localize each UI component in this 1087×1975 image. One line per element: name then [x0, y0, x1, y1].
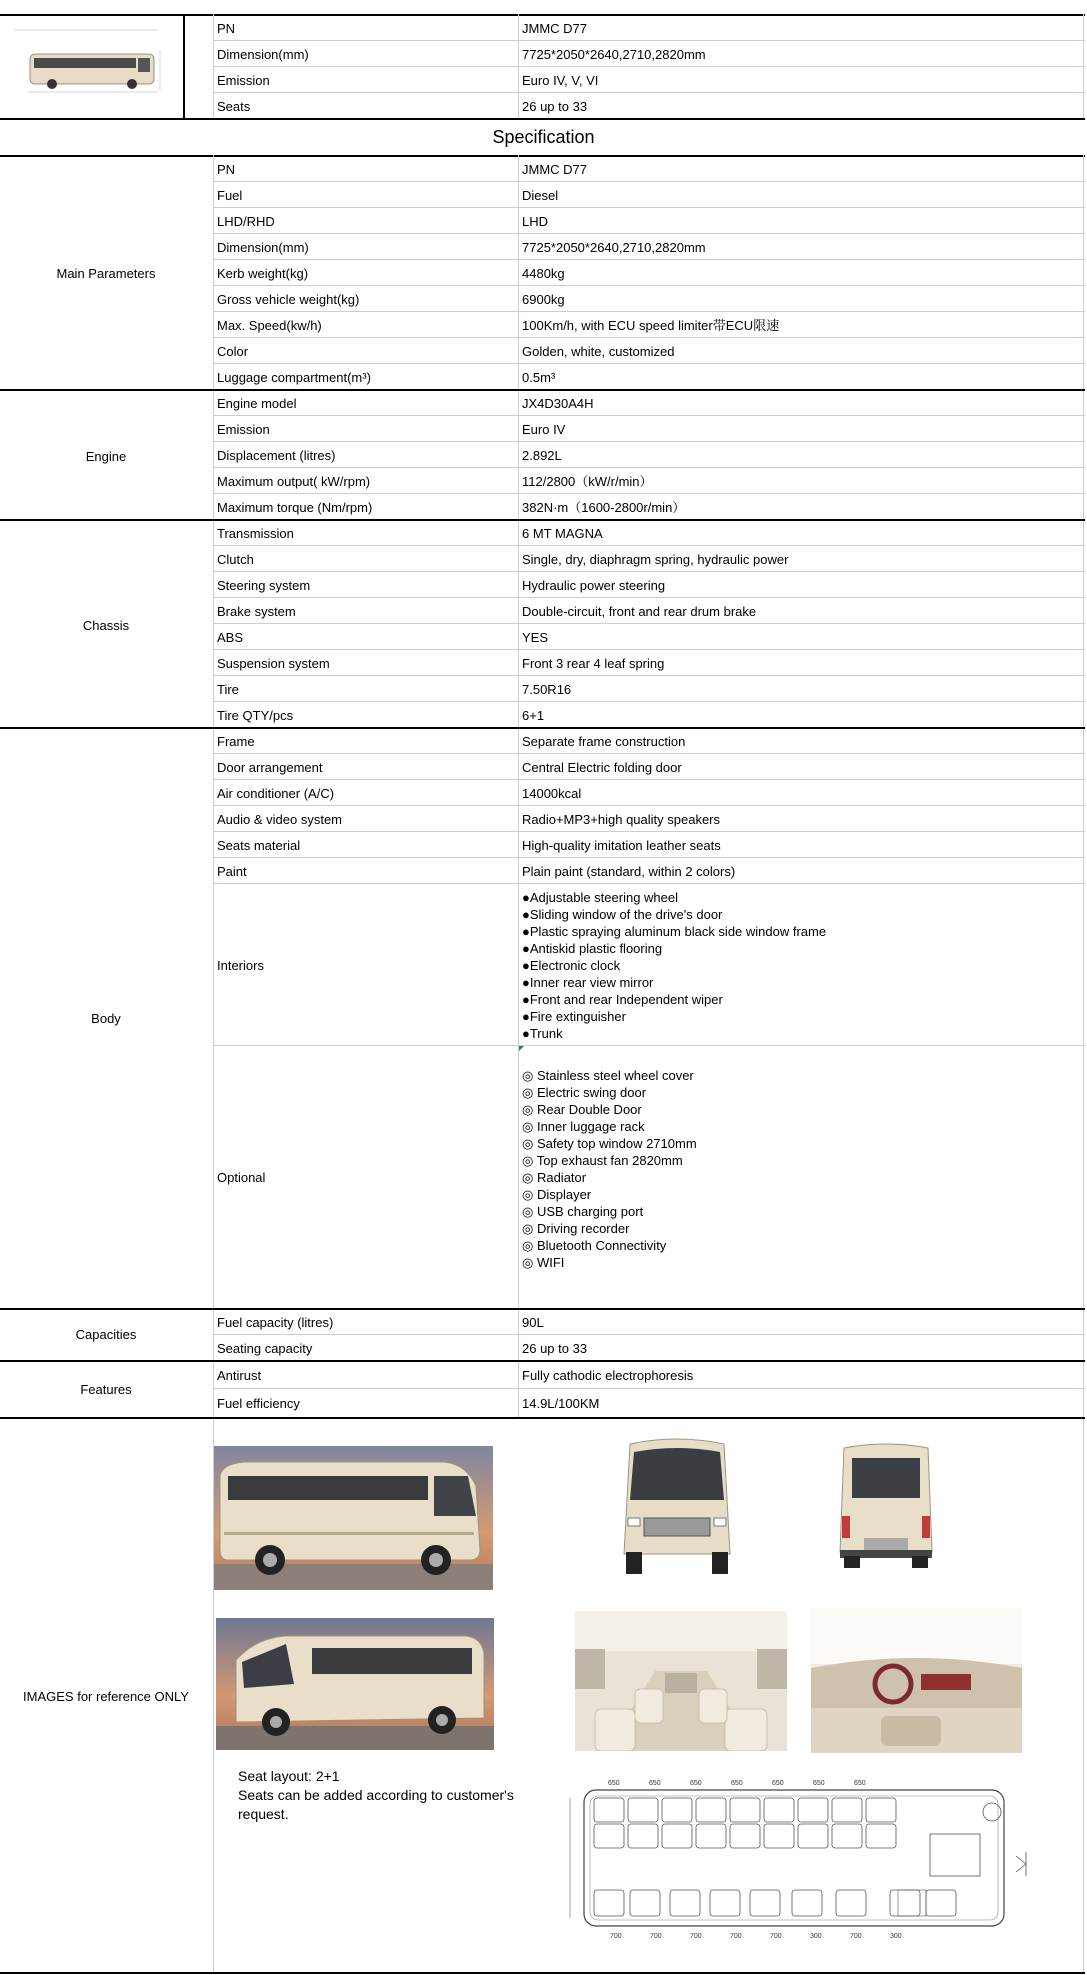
- seat-dimension-label: 700: [690, 1933, 702, 1940]
- bus-cockpit-photo: [811, 1608, 1022, 1753]
- optional-item: ◎ Radiator: [522, 1170, 587, 1185]
- seat: [662, 1798, 692, 1822]
- seat-dimension-label: 700: [650, 1933, 662, 1940]
- group-engine: Engine: [85, 449, 127, 464]
- row-divider: [214, 337, 1085, 338]
- interiors-item: ●Antiskid plastic flooring: [522, 941, 663, 956]
- row-divider: [214, 805, 1085, 806]
- header-row-label: Emission: [217, 73, 270, 88]
- body-row-value: Plain paint (standard, within 2 colors): [522, 864, 736, 879]
- bus-front-photo: [616, 1434, 738, 1578]
- engine-row-value: Euro IV: [522, 422, 566, 437]
- capacity-row-label: Fuel capacity (litres): [217, 1315, 334, 1330]
- header-bottom-border: [0, 118, 1085, 120]
- spec-top-border: [0, 155, 1085, 157]
- chassis-row-value: 6+1: [522, 708, 545, 723]
- seat: [798, 1824, 828, 1848]
- interiors-item: ●Trunk: [522, 1026, 563, 1041]
- interiors-label: Interiors: [217, 958, 264, 973]
- row-divider: [0, 727, 1085, 729]
- interiors-item: ●Electronic clock: [522, 958, 621, 973]
- interiors-item: ●Inner rear view mirror: [522, 975, 654, 990]
- body-row-value: Separate frame construction: [522, 734, 686, 749]
- optional-item: ◎ Electric swing door: [522, 1085, 647, 1100]
- row-divider: [214, 857, 1085, 858]
- optional-item: ◎ Displayer: [522, 1187, 592, 1202]
- header-row-label: Dimension(mm): [217, 47, 309, 62]
- row-divider: [0, 1360, 1085, 1362]
- body-row-label: Paint: [217, 864, 247, 879]
- optional-item: ◎ Safety top window 2710mm: [522, 1136, 697, 1151]
- optional-item: ◎ WIFI: [522, 1255, 565, 1270]
- seat-layout-note: [238, 1767, 538, 1824]
- seat: [764, 1824, 794, 1848]
- interiors-item: ●Fire extinguisher: [522, 1009, 626, 1024]
- seat: [710, 1890, 740, 1916]
- header-row-value: JMMC D77: [522, 21, 588, 36]
- seat-dimension-label: 650: [731, 1780, 743, 1787]
- capacity-row-value: 26 up to 33: [522, 1341, 588, 1356]
- seat: [832, 1824, 862, 1848]
- main-row-value: 6900kg: [522, 292, 565, 307]
- row-divider: [0, 1308, 1085, 1310]
- body-row-label: Frame: [217, 734, 255, 749]
- chassis-row-value: 6 MT MAGNA: [522, 526, 603, 541]
- optional-item: ◎ Rear Double Door: [522, 1102, 642, 1117]
- feature-row-label: Fuel efficiency: [217, 1396, 300, 1411]
- row-divider: [214, 441, 1085, 442]
- row-divider: [214, 415, 1085, 416]
- seat: [628, 1798, 658, 1822]
- seat: [696, 1824, 726, 1848]
- chassis-row-value: Front 3 rear 4 leaf spring: [522, 656, 665, 671]
- sheet-bottom-border: [0, 1972, 1085, 1974]
- row-divider: [0, 1417, 1085, 1419]
- row-divider: [214, 40, 1085, 41]
- row-divider: [214, 1334, 1085, 1335]
- body-row-label: Door arrangement: [217, 760, 323, 775]
- row-divider: [214, 207, 1085, 208]
- row-divider: [214, 259, 1085, 260]
- main-row-value: LHD: [522, 214, 549, 229]
- bus-interior-seats-photo: [575, 1611, 787, 1751]
- engine-row-label: Displacement (litres): [217, 448, 336, 463]
- row-divider: [214, 493, 1085, 494]
- body-row-value: Radio+MP3+high quality speakers: [522, 812, 721, 827]
- seat-dimension-label: 300: [810, 1933, 822, 1940]
- seat: [866, 1824, 896, 1848]
- header-row-value: 7725*2050*2640,2710,2820mm: [522, 47, 706, 62]
- body-row-value: 14000kcal: [522, 786, 582, 801]
- seat-dimension-label: 650: [813, 1780, 825, 1787]
- body-row-label: Air conditioner (A/C): [217, 786, 335, 801]
- interiors-item: ●Sliding window of the drive's door: [522, 907, 723, 922]
- seat: [730, 1798, 760, 1822]
- seat-dimension-label: 650: [649, 1780, 661, 1787]
- row-divider: [214, 675, 1085, 676]
- seat-dimension-label: 650: [690, 1780, 702, 1787]
- row-divider: [214, 649, 1085, 650]
- seat: [926, 1890, 956, 1916]
- seat-dimension-label: 650: [608, 1780, 620, 1787]
- main-row-label: Max. Speed(kw/h): [217, 318, 322, 333]
- optional-item: ◎ Driving recorder: [522, 1221, 630, 1236]
- optional-item: ◎ Stainless steel wheel cover: [522, 1068, 694, 1083]
- specification-title: Specification: [492, 127, 595, 147]
- chassis-row-label: Clutch: [217, 552, 254, 567]
- row-divider: [214, 1388, 1085, 1389]
- main-row-value: 100Km/h, with ECU speed limiter带ECU限速: [522, 318, 780, 333]
- row-divider: [214, 311, 1085, 312]
- group-images: IMAGES for reference ONLY: [23, 1689, 189, 1704]
- header-row-label: PN: [217, 21, 236, 36]
- chassis-row-label: Transmission: [217, 526, 294, 541]
- row-divider: [214, 623, 1085, 624]
- seat: [662, 1824, 692, 1848]
- cell-comment-marker: [519, 1046, 524, 1051]
- feature-row-value: Fully cathodic electrophoresis: [522, 1368, 694, 1383]
- body-row-value: Central Electric folding door: [522, 760, 682, 775]
- main-row-value: 7725*2050*2640,2710,2820mm: [522, 240, 706, 255]
- interiors-list: [522, 889, 826, 1042]
- row-divider: [214, 597, 1085, 598]
- seat: [792, 1890, 822, 1916]
- group-capacities: Capacities: [75, 1327, 137, 1342]
- engine-row-label: Emission: [217, 422, 270, 437]
- main-row-label: Gross vehicle weight(kg): [217, 292, 360, 307]
- row-divider: [214, 285, 1085, 286]
- row-divider: [214, 753, 1085, 754]
- chassis-row-value: YES: [522, 630, 549, 645]
- seat: [832, 1798, 862, 1822]
- seat-dimension-label: 650: [854, 1780, 866, 1787]
- capacity-row-value: 90L: [522, 1315, 544, 1330]
- optional-label: Optional: [217, 1170, 266, 1185]
- row-divider: [214, 363, 1085, 364]
- chassis-row-label: ABS: [217, 630, 244, 645]
- engine-row-value: JX4D30A4H: [522, 396, 594, 411]
- row-divider: [214, 66, 1085, 67]
- body-row-value: High-quality imitation leather seats: [522, 838, 721, 853]
- main-row-value: 0.5m³: [522, 370, 556, 385]
- row-divider: [214, 233, 1085, 234]
- seat: [594, 1798, 624, 1822]
- seat: [630, 1890, 660, 1916]
- chassis-row-value: Hydraulic power steering: [522, 578, 666, 593]
- seat: [866, 1798, 896, 1822]
- seat-dimension-label: 300: [890, 1933, 902, 1940]
- chassis-row-label: Steering system: [217, 578, 311, 593]
- main-row-label: Dimension(mm): [217, 240, 309, 255]
- chassis-row-label: Suspension system: [217, 656, 330, 671]
- chassis-row-value: 7.50R16: [522, 682, 572, 697]
- capacity-row-label: Seating capacity: [217, 1341, 313, 1356]
- row-divider: [0, 519, 1085, 521]
- main-row-label: Fuel: [217, 188, 243, 203]
- optional-item: ◎ Top exhaust fan 2820mm: [522, 1153, 683, 1168]
- seat-layout-plan: [560, 1772, 1038, 1940]
- seat-layout-title: Seat layout: 2+1: [238, 1768, 340, 1784]
- row-divider: [214, 831, 1085, 832]
- row-divider: [214, 181, 1085, 182]
- row-divider: [0, 389, 1085, 391]
- row-divider: [214, 467, 1085, 468]
- seat: [764, 1798, 794, 1822]
- group-features: Features: [80, 1382, 132, 1397]
- body-row-label: Seats material: [217, 838, 301, 853]
- seat: [628, 1824, 658, 1848]
- bus-rear-photo: [834, 1440, 938, 1570]
- interiors-item: ●Adjustable steering wheel: [522, 890, 678, 905]
- header-image-divider: [183, 14, 185, 118]
- interiors-item: ●Front and rear Independent wiper: [522, 992, 723, 1007]
- engine-row-label: Maximum output( kW/rpm): [217, 474, 371, 489]
- optional-item: ◎ Inner luggage rack: [522, 1119, 645, 1134]
- header-row-label: Seats: [217, 99, 251, 114]
- main-row-value: JMMC D77: [522, 162, 588, 177]
- engine-row-label: Engine model: [217, 396, 297, 411]
- seat: [750, 1890, 780, 1916]
- right-border: [1083, 155, 1084, 1972]
- engine-row-value: 2.892L: [522, 448, 562, 463]
- chassis-row-label: Tire: [217, 682, 239, 697]
- seat: [890, 1890, 920, 1916]
- chassis-row-label: Tire QTY/pcs: [217, 708, 294, 723]
- group-body: Body: [91, 1011, 121, 1026]
- optional-item: ◎ Bluetooth Connectivity: [522, 1238, 667, 1253]
- header-top-border: [0, 14, 1085, 16]
- group-chassis: Chassis: [82, 618, 130, 633]
- main-row-label: Color: [217, 344, 249, 359]
- header-row-value: Euro IV, V, VI: [522, 73, 599, 88]
- engine-row-value: 112/2800（kW/r/min）: [522, 474, 653, 489]
- label-column-divider: [213, 155, 214, 1972]
- header-row-value: 26 up to 33: [522, 99, 588, 114]
- seat: [798, 1798, 828, 1822]
- interiors-item: ●Plastic spraying aluminum black side window frame: [522, 924, 827, 939]
- feature-row-value: 14.9L/100KM: [522, 1396, 600, 1411]
- row-divider: [214, 779, 1085, 780]
- seat-layout-description: Seats can be added according to customer's request.: [238, 1787, 514, 1822]
- seat-dimension-label: 700: [610, 1933, 622, 1940]
- seat-dimension-label: 650: [772, 1780, 784, 1787]
- group-main-parameters: Main Parameters: [56, 266, 156, 281]
- row-divider: [214, 571, 1085, 572]
- seat-dimension-label: 700: [770, 1933, 782, 1940]
- optional-item: ◎ USB charging port: [522, 1204, 644, 1219]
- chassis-row-label: Brake system: [217, 604, 296, 619]
- feature-row-label: Antirust: [217, 1368, 262, 1383]
- bus-front-three-quarter-photo: [216, 1618, 494, 1750]
- body-row-label: Audio & video system: [217, 812, 343, 827]
- row-divider: [214, 883, 1085, 884]
- row-divider: [214, 92, 1085, 93]
- main-row-value: Golden, white, customized: [522, 344, 675, 359]
- engine-row-value: 382N·m（1600-2800r/min）: [522, 500, 686, 515]
- main-row-label: LHD/RHD: [217, 214, 275, 229]
- main-row-value: Diesel: [522, 188, 559, 203]
- row-divider: [214, 701, 1085, 702]
- bus-dimension-drawing: [8, 20, 168, 104]
- seat: [670, 1890, 700, 1916]
- main-row-label: Kerb weight(kg): [217, 266, 309, 281]
- chassis-row-value: Double-circuit, front and rear drum brake: [522, 604, 757, 619]
- seat: [594, 1890, 624, 1916]
- seat: [836, 1890, 866, 1916]
- value-column-divider: [518, 155, 519, 1417]
- chassis-row-value: Single, dry, diaphragm spring, hydraulic power: [522, 552, 789, 567]
- row-divider: [214, 1045, 1085, 1046]
- optional-list: [522, 1067, 697, 1271]
- bus-side-photo: [214, 1446, 493, 1590]
- seat: [594, 1824, 624, 1848]
- seat: [696, 1798, 726, 1822]
- main-row-value: 4480kg: [522, 266, 565, 281]
- row-divider: [214, 545, 1085, 546]
- seat-dimension-label: 700: [850, 1933, 862, 1940]
- seat: [730, 1824, 760, 1848]
- main-row-label: Luggage compartment(m³): [217, 370, 371, 385]
- main-row-label: PN: [217, 162, 236, 177]
- engine-row-label: Maximum torque (Nm/rpm): [217, 500, 373, 515]
- seat-dimension-label: 700: [730, 1933, 742, 1940]
